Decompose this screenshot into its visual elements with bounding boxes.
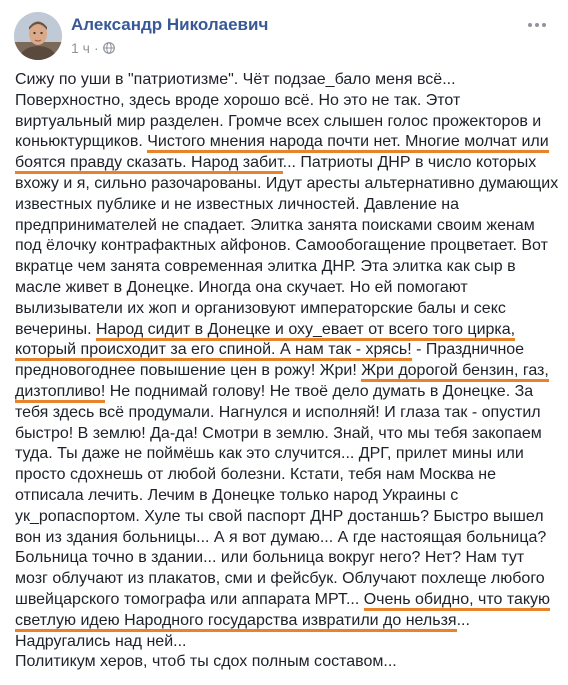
post-text-segment: вылизыватели их жоп и организовуют императорские балы и секс: [15, 299, 506, 317]
post-text-segment: - Праздничное: [411, 341, 525, 359]
post-text-line: [15, 112, 560, 133]
post-text-line: [15, 444, 560, 465]
post-text-line: [15, 548, 560, 569]
post-text-segment: под ёлочку контрафактных айфонов. Самообогащение процветает. Вот: [15, 237, 548, 255]
post-text-segment: отписала лечить. Лечим в Донецке только народ Украины с: [15, 486, 459, 504]
post-text-segment: вхожу и я, сильно разочарованы. Идут аресты альтернативно думающих: [15, 174, 559, 192]
post-text-line: [15, 403, 560, 424]
author-name[interactable]: Александр Николаевич: [71, 15, 269, 34]
post-text-line: [15, 153, 560, 174]
highlighted-text: Народ сидит в Донецке и оху_евает от всего того цирка,: [96, 321, 515, 341]
post-text-line: [15, 195, 560, 216]
user-avatar[interactable]: [14, 12, 62, 60]
post-text-segment: Больница точно в здании... или больница вокруг него? Нет? Нам тут: [15, 549, 525, 567]
post-text-segment: Сижу по уши в "патриотизме". Чёт подзае_бало меня всё...: [15, 71, 456, 88]
post-text-line: [15, 70, 560, 91]
post-text-segment: просто сдохнешь от любой болезни. Кстати, тебя нам Москва не: [15, 466, 496, 484]
post-text-line: [15, 486, 560, 507]
post-text-segment: ук_ропаспортом. Хуле ты свой паспорт ДНР достаншь? Быстро вышел: [15, 507, 544, 525]
post-text-line: [15, 382, 560, 403]
highlighted-text: светлую идею Народного государства извратили до нельзя: [15, 612, 457, 632]
post-text-line: [15, 236, 560, 257]
post-text-line: [15, 320, 560, 341]
post-text-line: [15, 91, 560, 112]
post-text-segment: известных публике и не известных личностей. Давление на: [15, 195, 460, 213]
post-text-segment: вкратце чем занята современная элитка ДНР. Эта элитка как сыр в: [15, 258, 516, 276]
highlighted-text: Очень обидно, что такую: [364, 591, 550, 611]
post-text-segment: предпринимателей не спадает. Элитка занята поисками своим женам: [15, 216, 535, 234]
post-text-segment: коньюктурщиков.: [15, 133, 148, 151]
post-meta: [71, 40, 115, 56]
highlighted-text: боятся правду сказать. Народ забит: [15, 154, 283, 174]
post-text-line: [15, 528, 560, 549]
post-text-line: [15, 361, 560, 382]
post-text-line: [15, 424, 560, 445]
post-text-segment: ...: [456, 611, 470, 629]
post-text-line: [15, 174, 560, 195]
post-text-line: [15, 590, 560, 611]
post-text-line: [15, 132, 560, 153]
post-text-segment: вечерины.: [15, 320, 96, 338]
post-text-segment: Политикум херов, чтоб ты сдох полным составом...: [15, 653, 397, 671]
highlighted-text: который происходит за его спиной. А нам так - хрясь!: [15, 341, 412, 361]
post-text-segment: Надругались над ней...: [15, 632, 187, 650]
post-header: [14, 12, 554, 62]
more-options-icon[interactable]: [526, 18, 548, 32]
post-text-segment: масле живет в Донецке. Иногда она скучает. Но ей помогают: [15, 278, 468, 296]
post-text-segment: туда. Ты даже не поймёшь как это случится... ДРГ, прилет мины или: [15, 445, 524, 463]
post-text-line: [15, 465, 560, 486]
post-text-segment: тебя здесь всё продумали. Нагнулся и исполняй! И глаза так - опустил: [15, 403, 541, 421]
post-timestamp[interactable]: 1 ч: [71, 40, 90, 56]
post-text-segment: ... Патриоты ДНР в число которых: [282, 154, 537, 172]
post-text-line: [15, 611, 560, 632]
avatar-image: [14, 12, 62, 60]
post-text-line: [15, 569, 560, 590]
globe-icon: [103, 42, 115, 54]
highlighted-text: Чистого мнения народа почти нет. Многие молчат или: [147, 133, 548, 153]
post-text-line: [15, 299, 560, 320]
post-text-line: [15, 652, 560, 673]
post-text-segment: швейцарского томографа или аппарата МРТ...: [15, 590, 364, 608]
post-text-segment: Поверхностно, здесь вроде хорошо всё. Но это не так. Этот: [15, 91, 461, 109]
post-text-line: [15, 507, 560, 528]
post-text-line: [15, 216, 560, 237]
post-text-segment: быстро! В землю! Да-да! Смотри в землю. Знай, что мы тебя закопаем: [15, 424, 542, 442]
meta-separator: ·: [93, 40, 99, 56]
post-text-line: [15, 278, 560, 299]
post-text-line: [15, 632, 560, 653]
highlighted-text: дизтопливо!: [15, 383, 105, 403]
post-text-segment: мозг облучают из плакатов, сми и фейсбук. Облучают похлеще любого: [15, 570, 545, 588]
post-text-segment: виртуальный мир разделен. Громче всех слышен голос прожекторов и: [15, 112, 542, 130]
post-text-line: [15, 257, 560, 278]
post-text-segment: Не поднимай голову! Не твоё дело думать в Донецке. За: [105, 382, 534, 400]
post-text-line: [15, 340, 560, 361]
post-text-segment: предновогоднее повышение цен в рожу! Жри!: [15, 362, 362, 380]
post-body-text: [15, 70, 560, 673]
post-text-segment: вон из здания больницы... А я вот думаю... А где настоящая больница?: [15, 528, 547, 546]
highlighted-text: Жри дорогой бензин, газ,: [361, 362, 549, 382]
